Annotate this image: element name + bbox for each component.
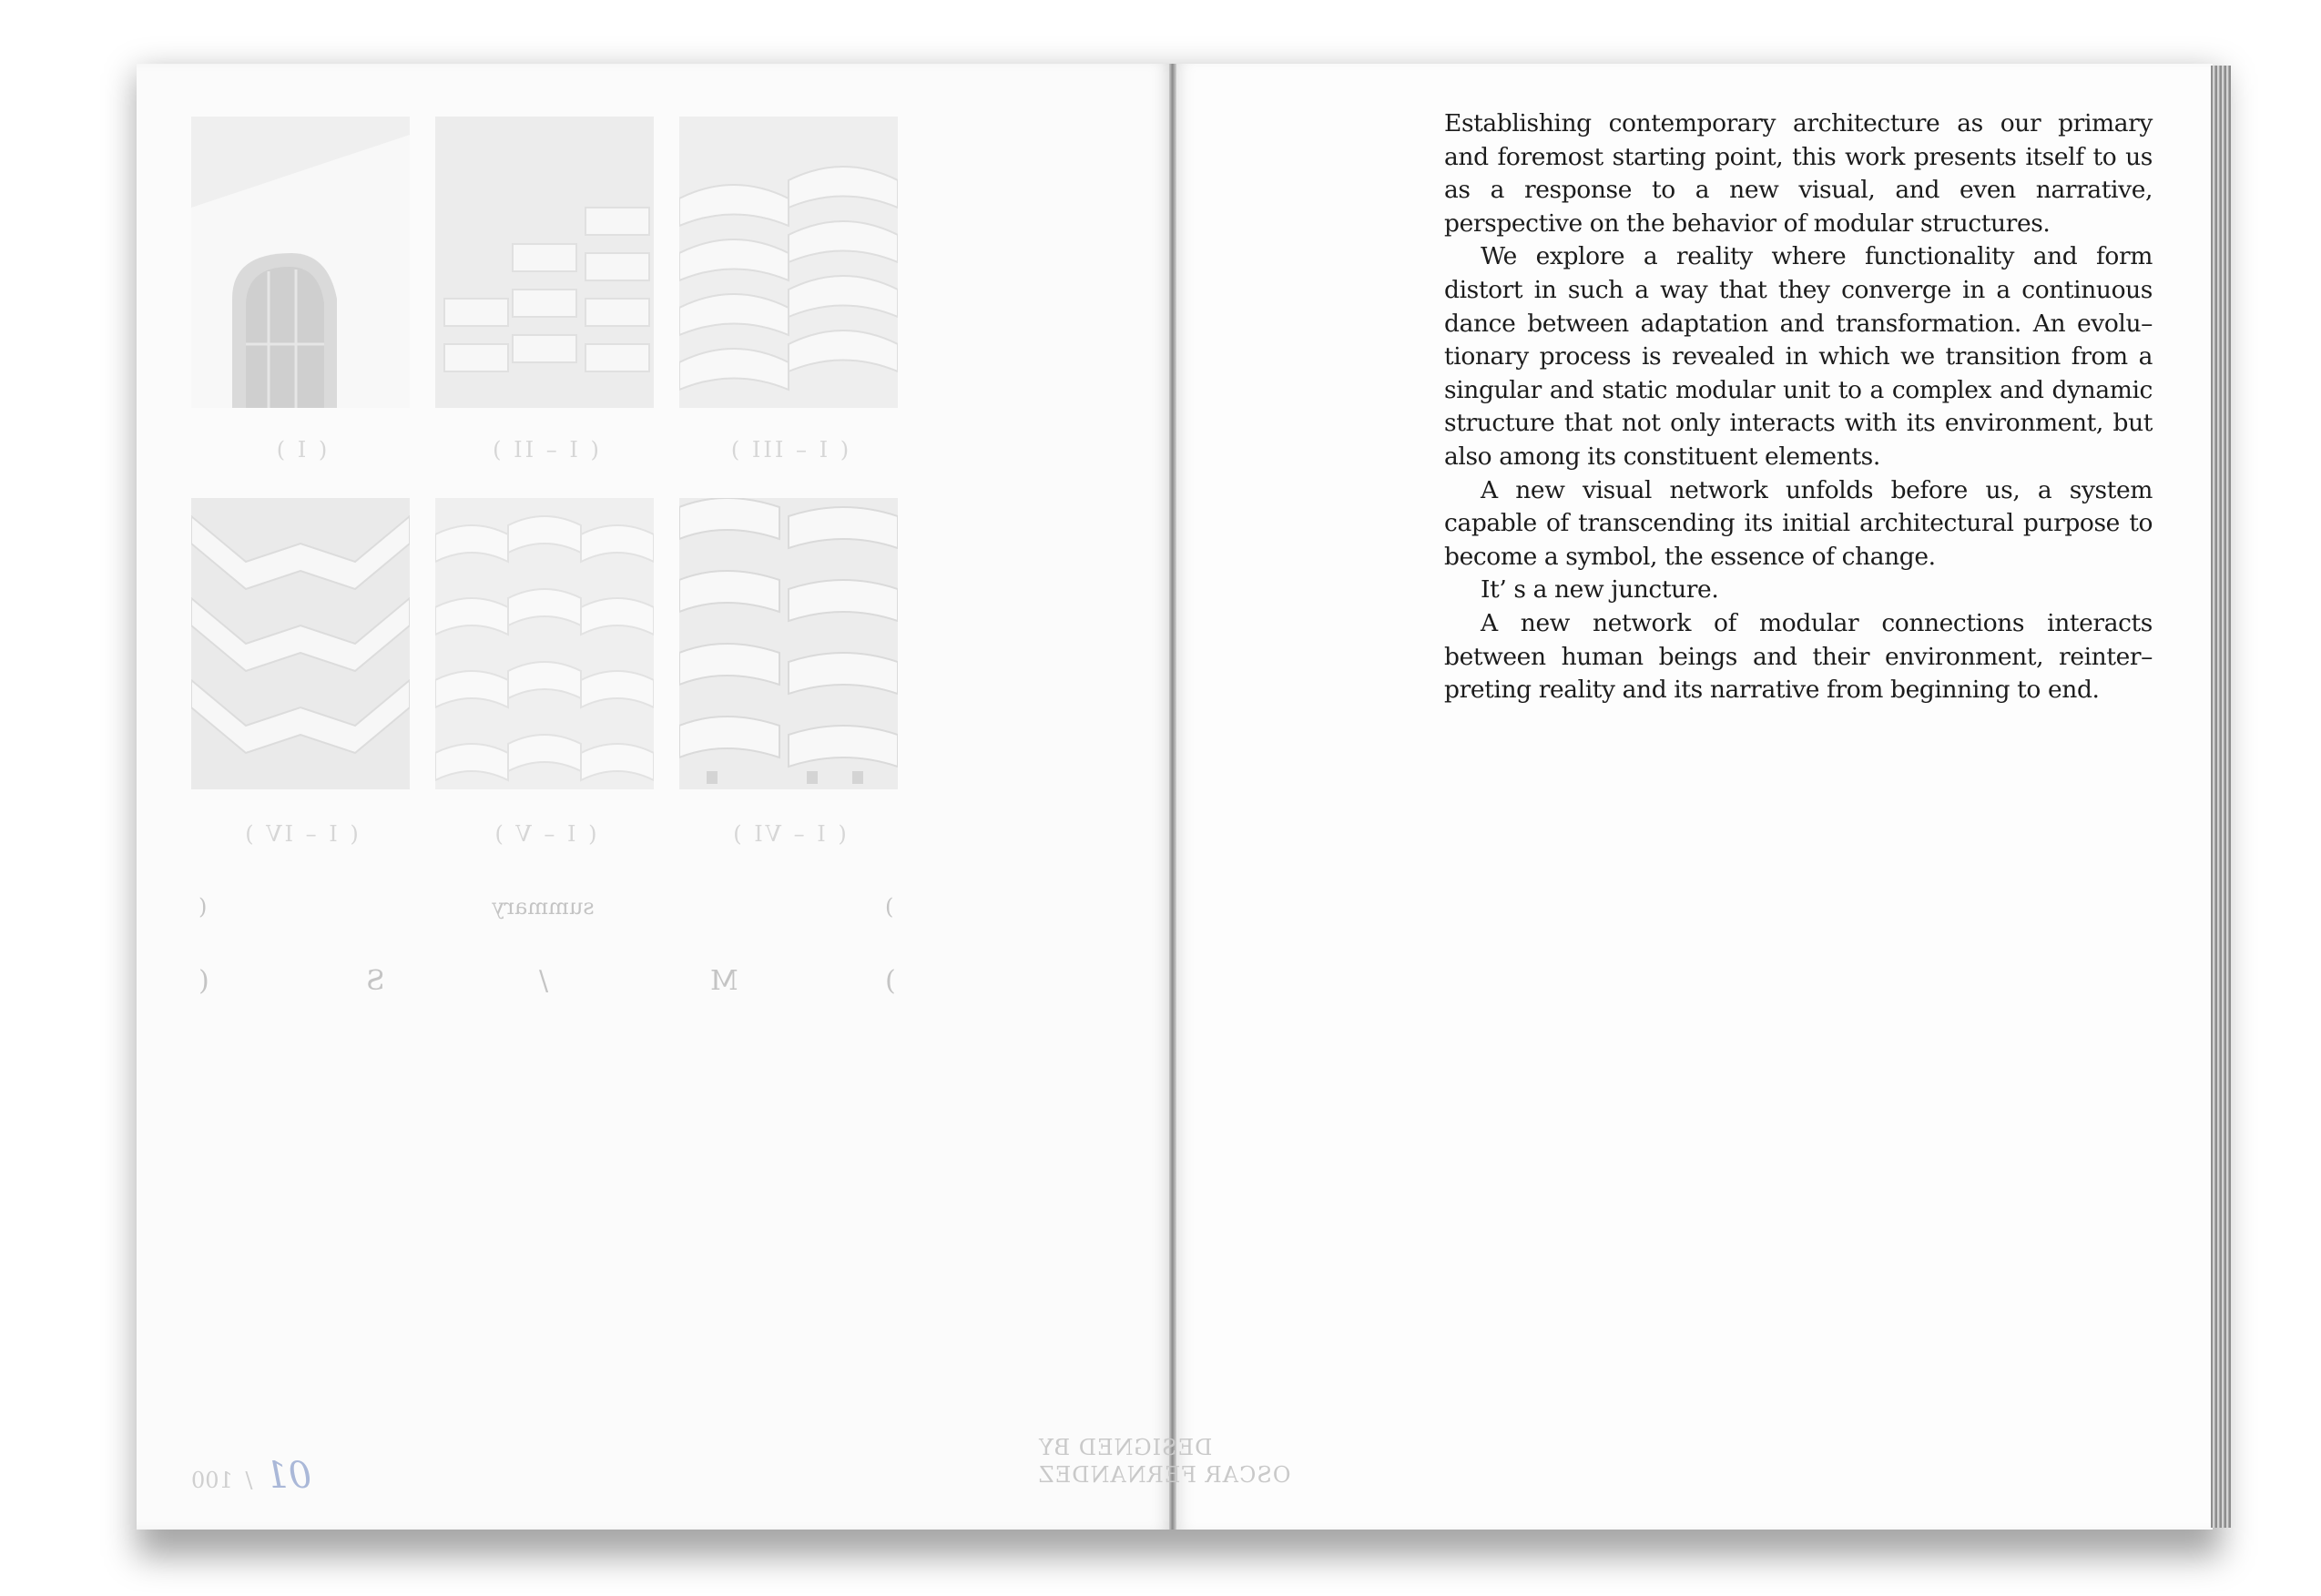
- designer-line-2: OSCAR FERNANDEZ: [1038, 1462, 1291, 1488]
- summary-open-paren: (: [199, 894, 208, 920]
- paragraph-5: A new network of modular connections interacts between human beings and their environment, reinter–preting reality and its narrative from beginning to end.: [1444, 608, 2153, 705]
- thumbnail-5: [435, 498, 654, 789]
- thumbnail-label-4: ( I – IV ): [242, 821, 359, 847]
- show-through-content: [137, 64, 1291, 1530]
- building-photo-icon: [679, 498, 898, 789]
- thumbnail-3: [679, 117, 898, 408]
- summary-close-paren: ): [885, 894, 894, 920]
- paragraph-2: We explore a reality where functionality and form distort in such a way that they converge in a continuous dance between adaptation and transformation. An evolu–tionary process is revealed in which we transition from a singular and static modular unit to a complex and dynamic structure that not only interacts with its environment, but also among its constituent elements.: [1444, 242, 2153, 471]
- thumbnail-label-2: ( I – II ): [490, 437, 599, 463]
- thumbnail-4: [191, 498, 410, 789]
- building-photo-icon: [435, 117, 654, 408]
- edition-handwritten-number: 01: [265, 1455, 312, 1497]
- size-s: S: [366, 965, 385, 997]
- thumbnail-label-6: ( I – VI ): [730, 821, 847, 847]
- size-separator: /: [539, 965, 549, 997]
- size-close-paren: ): [885, 965, 896, 997]
- size-m: M: [710, 965, 738, 997]
- thumbnail-label-5: ( I – V ): [492, 821, 597, 847]
- edition-number: [191, 1455, 311, 1497]
- edition-separator: /: [245, 1468, 253, 1493]
- size-open-paren: (: [199, 965, 209, 997]
- building-photo-icon: [191, 117, 410, 408]
- summary-label: summary: [492, 894, 595, 920]
- thumbnail-label-3: ( I – III ): [728, 437, 850, 463]
- paragraph-1: Establishing contemporary architecture as our primary and foremost starting point, this work presents itself to us as a response to a new visual, and even narrative, perspective on the behavior of modular structures.: [1444, 109, 2153, 238]
- building-photo-icon: [191, 498, 410, 789]
- paragraph-3: A new visual network unfolds before us, a system capable of transcending its initial architectural purpose to become a symbol, the essence of change.: [1444, 475, 2153, 571]
- body-text: [1444, 107, 2153, 707]
- building-photo-icon: [435, 498, 654, 789]
- designer-line-1: DESIGNED BY: [1038, 1435, 1213, 1460]
- edition-total: 100: [191, 1468, 233, 1493]
- paragraph-4: It’ s a new juncture.: [1481, 575, 1719, 605]
- designer-credit: [628, 1434, 1291, 1489]
- building-photo-icon: [679, 117, 898, 408]
- thumbnail-6: [679, 498, 898, 789]
- thumbnail-2: [435, 117, 654, 408]
- page-edges: [2211, 66, 2231, 1528]
- thumbnail-label-1: ( I ): [273, 437, 328, 463]
- thumbnail-1: [191, 117, 410, 408]
